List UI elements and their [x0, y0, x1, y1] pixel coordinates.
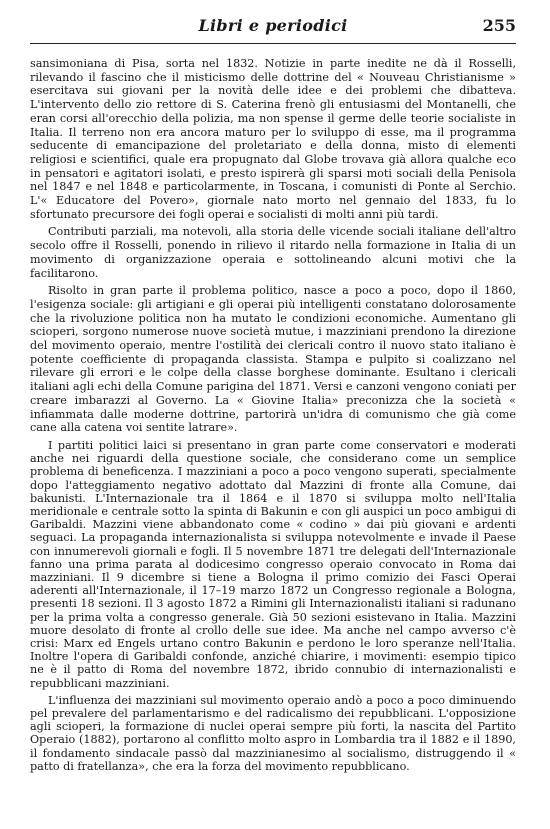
paragraph-5: L'influenza dei mazziniani sul movimento operaio andò a poco a poco diminuendo pel prevalere del parlamentarismo e del radicalismo dei repubblicani. L'opposizione agli scioperi, la formazione di nuclei operai sempre più forti, la nascita del Partito Operaio (1882), portarono al conflitto molto aspro in Lombardia tra il 1882 e il 1890, il fondamento sindacale passò dal mazzinianesimo al socialismo, distruggendo il « patto di fratellanza», che era la forza del movimento repubblicano. [30, 693, 516, 773]
page-number: 255 [482, 16, 516, 35]
paragraph-4: I partiti politici laici si presentano in gran parte come conservatori e moderati anche nei riguardi della questione sociale, che considerano come un semplice problema di beneficenza. I mazziniani a poco a poco vengono superati, specialmente dopo l'atteggiamento negativo adottato dal Mazzini di fronte alla Comune, dai bakunisti. L'Internazionale tra il 1864 e il 1870 si sviluppa molto nell'Italia meridionale e centrale sotto la spinta di Bakunin e con gli auspici un poco ambigui di Garibaldi. Mazzini viene abbandonato come « codino » dai più giovani e ardenti seguaci. La propaganda internazionalista si sviluppa notevolmente e invade il Paese con innumerevoli giornali e fogli. Il 5 novembre 1871 tre delegati dell'Internazionale fanno una prima parata al dodicesimo congresso operaio convocato in Roma dai mazziniani. Il 9 dicembre si tiene a Bologna il primo comizio dei Fasci Operai aderenti all'Internazionale, il 17–19 marzo 1872 un Congresso regionale a Bologna, presenti 18 sezioni. Il 3 agosto 1872 a Rimini gli Internazionalisti italiani si radunano per la prima volta a congresso generale. Già 50 sezioni esistevano in Italia. Mazzini muore desolato di fronte al crollo delle sue idee. Ma anche nel campo avverso c'è crisi: Marx ed Engels urtano contro Bakunin e perdono le loro speranze nell'Italia. Inoltre l'opera di Garibaldi confonde, anziché chiarire, i movimenti: esempio tipico ne è il patto di Roma del novembre 1872, ibrido connubio di internazionalisti e repubblicani mazziniani. [30, 438, 516, 690]
running-title: Libri e periodici [198, 16, 348, 35]
paragraph-3: Risolto in gran parte il problema politico, nasce a poco a poco, dopo il 1860, l'esigenza sociale: gli artigiani e gli operai più intelligenti constatano dolorosamente che la rivoluzione politica non ha mutato le condizioni economiche. Aumentano gli scioperi, sorgono numerose nuove società mutue, i mazziniani prendono la direzione del movimento operaio, mentre l'ostilità dei clericali contro il nuovo stato italiano è potente coefficiente di propaganda classista. Stampa e pulpito si coalizzano nel rilevare gli errori e le colpe della classe borghese dominante. Esultano i clericali italiani agli echi della Comune parigina del 1871. Versi e canzoni vengono coniati per creare imbarazzi al Governo. La « Giovine Italia» preconizza che la società « infiammata dalle moderne dottrine, partorirà un'idra di comunismo che già come cane alla catena voi sentite latrare». [30, 284, 516, 435]
header-rule [30, 43, 516, 44]
paragraph-2: Contributi parziali, ma notevoli, alla storia delle vicende sociali italiane dell'altro secolo offre il Rosselli, ponendo in rilievo il ritardo nella formazione in Italia di un movimento di organizzazione operaia e sottolineando alcuni motivi che la facilitarono. [30, 225, 516, 280]
article-body [30, 57, 516, 777]
running-header [30, 16, 516, 40]
paragraph-1: sansimoniana di Pisa, sorta nel 1832. Notizie in parte inedite ne dà il Rosselli, rilevando il fascino che il misticismo delle dottrine del « Nouveau Christianisme » esercitava sui giovani per la novità delle idee e dei problemi che dibatteva. L'intervento dello zio rettore di S. Caterina frenò gli entusiasmi del Montanelli, che eran corsi all'orecchio della polizia, ma non spense il germe delle teorie socialiste in Italia. Il terreno non era ancora maturo per lo sviluppo di esse, ma il programma seducente di emancipazione del proletariato e della donna, misto di elementi religiosi e scientifici, quale era propugnato dal Globe trovava già allora qualche eco in pensatori e agitatori isolati, e presto ispirerà gli sparsi moti sociali della Penisola nel 1847 e nel 1848 e particolarmente, in Toscana, i comunisti di Ponte al Serchio. L'« Educatore del Povero», giornale nato morto nel gennaio del 1833, fu lo sfortunato precursore dei fogli operai e socialisti di molti anni più tardi. [30, 57, 516, 221]
